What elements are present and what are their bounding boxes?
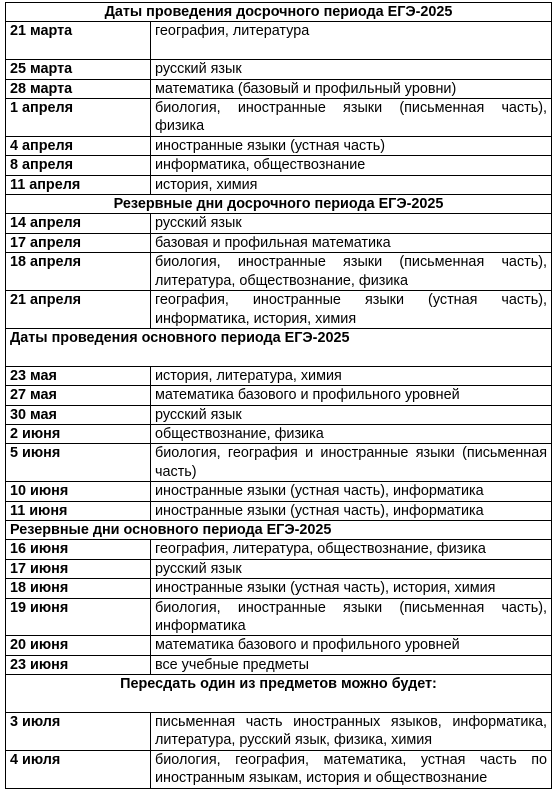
section-title-text: Даты проведения досрочного периода ЕГЭ-2025 [104,4,453,20]
exam-subjects-text: русский язык [155,215,242,232]
exam-date: 23 июня [6,655,151,674]
exam-subjects-text: иностранные языки (устная часть), информатика [155,502,484,519]
schedule-row [6,136,552,155]
schedule-row [6,291,552,329]
schedule-row [6,79,552,98]
exam-subjects [151,233,552,252]
schedule-row [6,713,552,751]
exam-subjects-text: информатика, обществознание [155,157,366,174]
exam-subjects [151,655,552,674]
exam-date: 2 июня [6,424,151,443]
exam-subjects [151,386,552,405]
exam-subjects [151,214,552,233]
exam-subjects [151,559,552,578]
section-title [6,3,552,22]
exam-date: 1 апреля [6,99,151,137]
exam-subjects [151,424,552,443]
exam-date: 18 июня [6,579,151,598]
exam-subjects-text: география, литература, обществознание, физика [155,541,486,558]
exam-subjects [151,175,552,194]
exam-subjects [151,713,552,751]
section-title [6,195,552,214]
exam-subjects-text: биология, иностранные языки (письменная часть), литература, обществознание, физика [155,254,548,289]
exam-subjects-text: математика базового и профильного уровней [155,387,460,404]
exam-date: 21 марта [6,22,151,60]
section-title-text: Даты проведения основного периода ЕГЭ-2025 [10,329,350,346]
schedule-row [6,655,552,674]
exam-subjects-text: история, химия [155,176,258,193]
schedule-row [6,636,552,655]
exam-date: 19 июня [6,598,151,636]
exam-date: 25 марта [6,60,151,79]
exam-date: 30 мая [6,405,151,424]
schedule-row [6,60,552,79]
exam-subjects-text: обществознание, физика [155,425,324,442]
section-title [6,520,552,539]
section-header-row [6,520,552,539]
exam-subjects-text: биология, иностранные языки (письменная часть), физика [155,100,548,135]
exam-subjects-text: русский язык [155,560,242,577]
section-header-row [6,328,552,366]
exam-schedule [5,2,551,789]
schedule-row [6,366,552,385]
exam-subjects-text: иностранные языки (устная часть) [155,137,386,154]
exam-subjects-text: биология, география, математика, устная часть по иностранным языкам, история и обществознание [155,751,548,787]
schedule-row [6,175,552,194]
schedule-row [6,444,552,482]
exam-subjects-text: математика (базовый и профильный уровни) [155,80,457,97]
exam-date: 4 апреля [6,136,151,155]
exam-date: 27 мая [6,386,151,405]
schedule-row [6,482,552,501]
exam-subjects [151,405,552,424]
exam-date: 20 июня [6,636,151,655]
exam-subjects [151,482,552,501]
exam-subjects [151,579,552,598]
exam-subjects-text: география, иностранные языки (устная часть), информатика, история, химия [155,292,548,327]
exam-subjects [151,136,552,155]
exam-date: 23 мая [6,366,151,385]
exam-subjects-text: базовая и профильная математика [155,234,391,251]
schedule-row [6,214,552,233]
schedule-row [6,579,552,598]
section-header-row [6,195,552,214]
exam-subjects-text: все учебные предметы [155,656,309,673]
section-title [6,675,552,713]
exam-subjects-text: иностранные языки (устная часть), информатика [155,483,484,500]
exam-date: 5 июня [6,444,151,482]
exam-subjects-text: биология, география и иностранные языки (письменная часть) [155,445,548,480]
exam-date: 18 апреля [6,253,151,291]
exam-date: 11 июня [6,501,151,520]
section-header-row [6,675,552,713]
exam-subjects-text: география, литература [155,23,310,40]
exam-subjects-text: история, литература, химия [155,367,342,384]
schedule-row [6,386,552,405]
exam-subjects-text: математика базового и профильного уровней [155,637,460,654]
section-title-text: Резервные дни досрочного периода ЕГЭ-2025 [113,196,444,213]
exam-date: 14 апреля [6,214,151,233]
section-header-row [6,3,552,22]
exam-subjects-text: русский язык [155,61,242,78]
exam-subjects-text: биология, иностранные языки (письменная часть), информатика [155,599,548,634]
exam-subjects [151,253,552,291]
exam-subjects [151,22,552,60]
exam-subjects [151,598,552,636]
exam-date: 21 апреля [6,291,151,329]
exam-subjects [151,60,552,79]
section-title-text: Пересдать один из предметов можно будет: [120,676,437,693]
exam-subjects [151,540,552,559]
schedule-row [6,405,552,424]
exam-subjects [151,444,552,482]
schedule-row [6,424,552,443]
schedule-row [6,750,552,788]
exam-date: 11 апреля [6,175,151,194]
schedule-row [6,501,552,520]
exam-subjects [151,291,552,329]
exam-date: 3 июля [6,713,151,751]
exam-date: 4 июля [6,750,151,788]
exam-date: 28 марта [6,79,151,98]
exam-schedule-body [6,3,552,789]
exam-schedule-table [5,2,552,789]
exam-subjects [151,750,552,788]
schedule-row [6,99,552,137]
schedule-row [6,156,552,175]
schedule-row [6,253,552,291]
exam-subjects [151,636,552,655]
exam-subjects-text: русский язык [155,406,242,423]
exam-subjects [151,156,552,175]
exam-subjects-text: иностранные языки (устная часть), история, химия [155,580,496,597]
schedule-row [6,540,552,559]
exam-date: 10 июня [6,482,151,501]
exam-date: 17 апреля [6,233,151,252]
exam-subjects-text: письменная часть иностранных языков, информатика, литература, русский язык, физика, химия [155,714,548,749]
exam-subjects [151,79,552,98]
exam-subjects [151,99,552,137]
schedule-row [6,559,552,578]
exam-subjects [151,366,552,385]
exam-subjects [151,501,552,520]
schedule-row [6,22,552,60]
section-title-text: Резервные дни основного периода ЕГЭ-2025 [10,521,332,538]
exam-date: 17 июня [6,559,151,578]
exam-date: 8 апреля [6,156,151,175]
exam-date: 16 июня [6,540,151,559]
section-title [6,328,552,366]
schedule-row [6,598,552,636]
schedule-row [6,233,552,252]
